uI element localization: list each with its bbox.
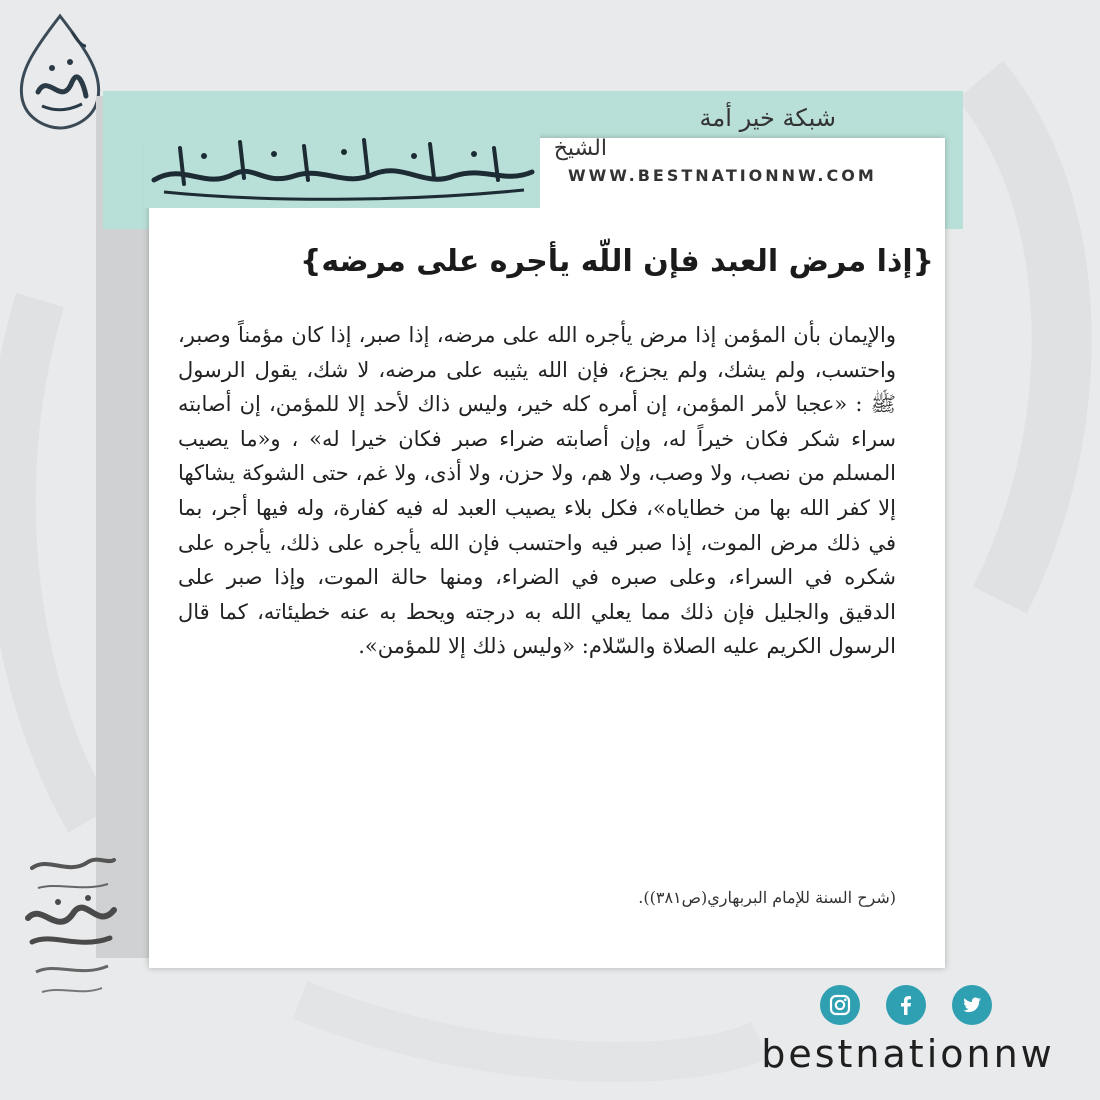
facebook-glyph: [895, 994, 917, 1016]
twitter-glyph: [961, 994, 983, 1016]
network-logo: [12, 12, 108, 132]
sheikh-label: الشيخ: [553, 136, 607, 161]
sheikh-name-calligraphy: [144, 128, 540, 208]
post-source: (شرح السنة للإمام البربهاري(ص٣٨١)).: [638, 888, 896, 907]
facebook-icon[interactable]: [886, 985, 926, 1025]
network-name: شبكة خير أمة: [699, 104, 836, 132]
instagram-glyph: [829, 994, 851, 1016]
instagram-icon[interactable]: [820, 985, 860, 1025]
post-body: والإيمان بأن المؤمن إذا مرض يأجره الله على مرضه، إذا صبر، إذا كان مؤمناً وصبر، واحتسب، ولم يشك، ولم يجزع، فإن الله يثيبه على مرضه، لا شك، يقول الرسول ﷺ : «عجبا لأمر المؤمن، إن أمره كله خير، وليس ذاك لأحد إلا للمؤمن، إن أصابته سراء شكر فكان خيراً له، وإن أصابته ضراء صبر فكان خيرا له» ، و«ما يصيب المسلم من نصب، ولا وصب، ولا هم، ولا حزن، ولا أذى، ولا غم، حتى الشوكة يشاكها إلا كفر الله بها من خطاياه»، فكل بلاء يصيب العبد له فيه كفارة، وله فيها أجر، بما في ذلك مرض الموت، إذا صبر فيه واحتسب فإن الله يأجره على ذلك، يأجره على شكره في السراء، وعلى صبره في الضراء، ومنها حالة الموت، وإذا صبر على الدقيق والجليل فإن ذلك مما يعلي الله به درجته ويحط به عنه خطيئاته، كما قال الرسول الكريم عليه الصلاة والسّلام: «وليس ذلك إلا للمؤمن».: [178, 323, 896, 659]
post-title: {إذا مرض العبد فإن اللّه يأجره على مرضه}: [300, 244, 934, 279]
brand-handle[interactable]: bestnationnw: [761, 1032, 1055, 1076]
sheikh-name-text: ربيع بن هادي عمير المدخلي: [336, 172, 348, 173]
website-url[interactable]: WWW.BESTNATIONNW.COM: [568, 166, 877, 185]
book-logo: [18, 846, 122, 1006]
twitter-icon[interactable]: [952, 985, 992, 1025]
